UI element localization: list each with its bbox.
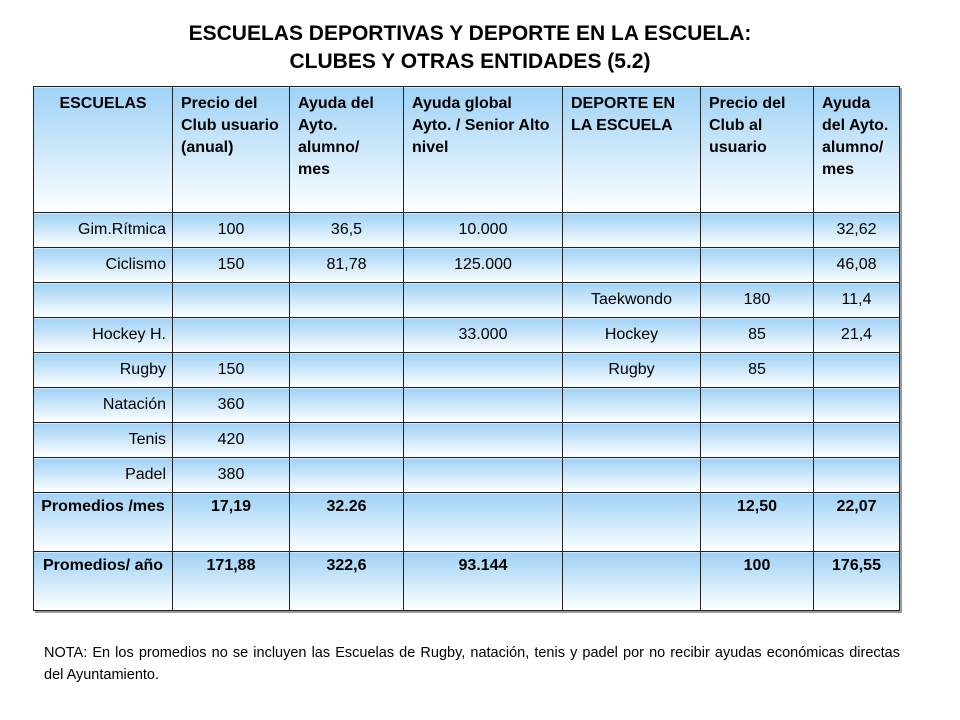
- column-header-ayuda-ayto-alumno-2: Ayuda del Ayto. alumno/ mes: [814, 87, 900, 213]
- table-cell: 125.000: [404, 248, 563, 283]
- table-cell: [814, 423, 900, 458]
- table-row: [34, 353, 900, 388]
- table-cell: 171,88: [173, 552, 290, 611]
- table-body: [34, 213, 900, 611]
- table-row: [34, 248, 900, 283]
- table-cell: 81,78: [290, 248, 404, 283]
- column-header-precio-club-usuario: Precio del Club usuario (anual): [173, 87, 290, 213]
- title-line-1: ESCUELAS DEPORTIVAS Y DEPORTE EN LA ESCUELA:: [188, 22, 752, 45]
- table-cell: [563, 458, 701, 493]
- table-cell: 32,62: [814, 213, 900, 248]
- column-header-deporte-escuela: DEPORTE EN LA ESCUELA: [563, 87, 701, 213]
- row-label-cell: Natación: [34, 388, 173, 423]
- table-cell: 17,19: [173, 493, 290, 552]
- table-cell: 100: [701, 552, 814, 611]
- table-cell: [701, 248, 814, 283]
- table-cell: 85: [701, 353, 814, 388]
- table-cell: [814, 353, 900, 388]
- averages-row: [34, 552, 900, 611]
- table-cell: [173, 318, 290, 353]
- table-cell: Rugby: [563, 353, 701, 388]
- row-label-cell: Promedios/ año: [34, 552, 173, 611]
- row-label-cell: Ciclismo: [34, 248, 173, 283]
- row-label-cell: Hockey H.: [34, 318, 173, 353]
- row-label-cell: Padel: [34, 458, 173, 493]
- table-cell: 322,6: [290, 552, 404, 611]
- slide-title: [0, 20, 940, 76]
- table-cell: 150: [173, 353, 290, 388]
- table-cell: 100: [173, 213, 290, 248]
- table-cell: 11,4: [814, 283, 900, 318]
- table-cell: [290, 318, 404, 353]
- column-header-ayuda-global: Ayuda global Ayto. / Senior Alto nivel: [404, 87, 563, 213]
- table-cell: 420: [173, 423, 290, 458]
- row-label-cell: Promedios /mes: [34, 493, 173, 552]
- table-cell: [173, 283, 290, 318]
- column-header-precio-club-al-usuario: Precio del Club al usuario: [701, 87, 814, 213]
- table-cell: 46,08: [814, 248, 900, 283]
- table-cell: [404, 423, 563, 458]
- table-cell: [290, 458, 404, 493]
- table-cell: [701, 388, 814, 423]
- table-cell: 176,55: [814, 552, 900, 611]
- title-line-2: CLUBES Y OTRAS ENTIDADES (5.2): [289, 50, 651, 73]
- table-cell: [563, 423, 701, 458]
- table-header-row: [34, 87, 900, 213]
- table-cell: [563, 388, 701, 423]
- footnote: NOTA: En los promedios no se incluyen las Escuelas de Rugby, natación, tenis y padel por no recibir ayudas económicas directas del Ayuntamiento.: [44, 645, 900, 683]
- table-cell: [290, 283, 404, 318]
- column-header-escuelas: ESCUELAS: [34, 87, 173, 213]
- table-cell: [563, 552, 701, 611]
- table-row: [34, 318, 900, 353]
- table-cell: [290, 388, 404, 423]
- table-row: [34, 423, 900, 458]
- table-cell: 12,50: [701, 493, 814, 552]
- table-cell: 22,07: [814, 493, 900, 552]
- table-cell: 93.144: [404, 552, 563, 611]
- table-cell: 360: [173, 388, 290, 423]
- table-cell: 21,4: [814, 318, 900, 353]
- table-row: [34, 213, 900, 248]
- table-cell: Taekwondo: [563, 283, 701, 318]
- table-cell: [290, 353, 404, 388]
- table-cell: [563, 213, 701, 248]
- table-cell: [814, 388, 900, 423]
- table-cell: 85: [701, 318, 814, 353]
- row-label-cell: Rugby: [34, 353, 173, 388]
- table-cell: 180: [701, 283, 814, 318]
- row-label-cell: [34, 283, 173, 318]
- table-cell: [814, 458, 900, 493]
- table-cell: [701, 213, 814, 248]
- table-row: [34, 458, 900, 493]
- table-cell: [404, 388, 563, 423]
- table-cell: [563, 248, 701, 283]
- table-cell: [404, 493, 563, 552]
- table-row: [34, 283, 900, 318]
- table-cell: [404, 458, 563, 493]
- table-cell: Hockey: [563, 318, 701, 353]
- table-cell: [701, 423, 814, 458]
- column-header-ayuda-ayto-alumno: Ayuda del Ayto. alumno/ mes: [290, 87, 404, 213]
- row-label-cell: Gim.Rítmica: [34, 213, 173, 248]
- table-cell: [290, 423, 404, 458]
- table-cell: 32.26: [290, 493, 404, 552]
- table-cell: [404, 283, 563, 318]
- table-cell: 33.000: [404, 318, 563, 353]
- row-label-cell: Tenis: [34, 423, 173, 458]
- averages-row: [34, 493, 900, 552]
- table-cell: 36,5: [290, 213, 404, 248]
- table-row: [34, 388, 900, 423]
- sports-schools-table: [33, 86, 900, 611]
- table-cell: 150: [173, 248, 290, 283]
- table-cell: [563, 493, 701, 552]
- table-cell: [404, 353, 563, 388]
- table-cell: [701, 458, 814, 493]
- table-cell: 10.000: [404, 213, 563, 248]
- table-cell: 380: [173, 458, 290, 493]
